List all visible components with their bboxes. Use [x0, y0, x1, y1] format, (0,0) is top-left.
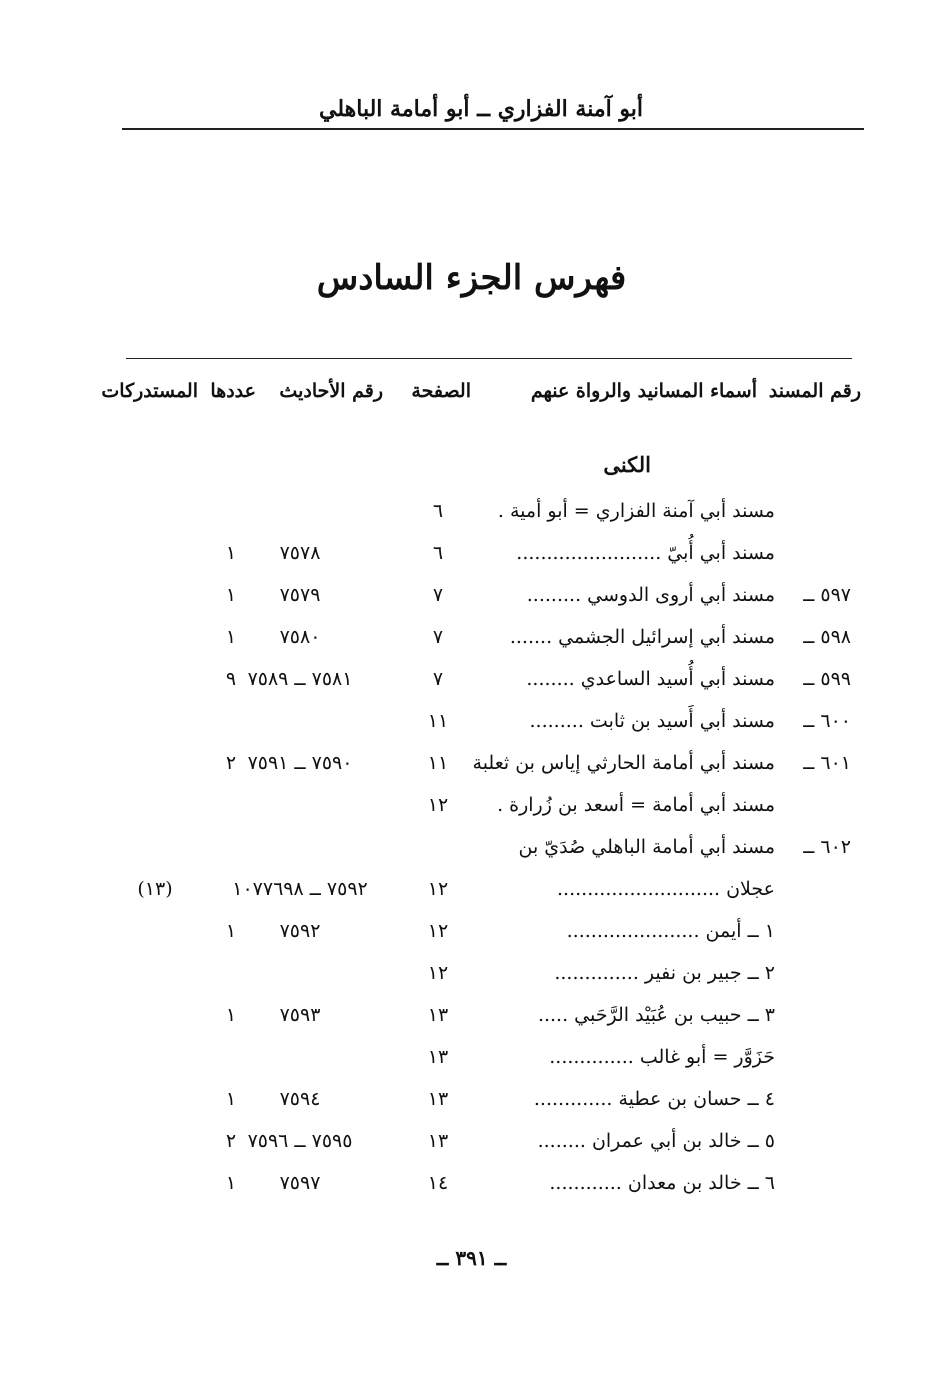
row-hadith-nos: ٧٥٩٢ [279, 920, 321, 942]
row-name: مسند أبي إسرائيل الجشمي ....... [509, 626, 775, 648]
index-row [0, 1004, 943, 1044]
row-page: ٧ [432, 584, 444, 606]
index-row [0, 668, 943, 708]
row-name: ٤ ــ حسان بن عطية ............. [533, 1088, 775, 1110]
row-name: ٢ ــ جبير بن نفير .............. [554, 962, 775, 984]
row-name: ١ ــ أيمن ...................... [566, 920, 775, 942]
row-page: ١١ [427, 710, 449, 732]
col-header-musnad-no: رقم المسند [768, 380, 861, 402]
col-header-page: الصفحة [411, 380, 471, 402]
row-page: ١٣ [427, 1130, 449, 1152]
page-title: فهرس الجزء السادس [316, 258, 627, 298]
row-page: ١٢ [427, 878, 449, 900]
row-name: مسند أبي أمامة = أسعد بن زُرارة . [497, 794, 775, 816]
index-row [0, 962, 943, 1002]
index-row [0, 794, 943, 834]
row-page: ١٢ [427, 794, 449, 816]
row-name: مسند أبي أُسيد الساعدي ........ [526, 668, 775, 690]
row-hadith-nos: ٧٥٨١ ــ ٧٥٨٩ [247, 668, 353, 690]
row-count: ٢ [225, 1130, 237, 1152]
row-musnad-no: ٥٩٨ ــ [803, 626, 851, 648]
header-rule [122, 128, 864, 130]
row-mustadrakat: (١٣) [137, 878, 173, 900]
row-count: ١ [225, 1004, 237, 1026]
index-row [0, 878, 943, 918]
row-page: ١٣ [427, 1046, 449, 1068]
row-name: ٥ ــ خالد بن أبي عمران ........ [537, 1130, 775, 1152]
row-count: ١ [225, 626, 237, 648]
row-name: عجلان ........................... [557, 878, 775, 900]
row-name: حَزَوَّر = أبو غالب .............. [549, 1046, 775, 1068]
row-musnad-no: ٦٠٢ ــ [803, 836, 851, 858]
col-header-hadith-nos: رقم الأحاديث [279, 380, 383, 402]
row-page: ٦ [432, 500, 444, 522]
row-name: مسند أبي أمامة الباهلي صُدَيّ بن [518, 836, 775, 858]
row-page: ١٣ [427, 1004, 449, 1026]
row-hadith-nos: ٧٥٩٣ [279, 1004, 321, 1026]
running-header: أبو آمنة الفزاري ــ أبو أمامة الباهلي [319, 96, 643, 122]
col-header-count: عددها [210, 380, 256, 402]
page-number: ــ ٣٩١ ــ [436, 1246, 507, 1270]
section-heading: الكنى [603, 452, 651, 477]
row-page: ١٢ [427, 962, 449, 984]
index-row [0, 1130, 943, 1170]
row-musnad-no: ٥٩٧ ــ [803, 584, 851, 606]
row-name: مسند أبي أَسيد بن ثابت ......... [529, 710, 775, 732]
row-hadith-nos: ٧٥٨٠ [279, 626, 321, 648]
row-hadith-nos: ٧٥٧٨ [279, 542, 321, 564]
row-count: ٢ [225, 752, 237, 774]
index-row [0, 542, 943, 582]
col-header-names: أسماء المسانيد والرواة عنهم [530, 380, 757, 402]
row-count: ١ [225, 542, 237, 564]
row-name: مسند أبي أُبيّ ........................ [516, 542, 775, 564]
row-page: ٦ [432, 542, 444, 564]
row-name: مسند أبي أمامة الحارثي إياس بن ثعلبة [472, 752, 775, 774]
row-page: ١٤ [427, 1172, 449, 1194]
row-name: مسند أبي آمنة الفزاري = أبو أمية . [497, 500, 775, 522]
row-name: مسند أبي أروى الدوسي ......... [526, 584, 775, 606]
index-row [0, 920, 943, 960]
row-hadith-nos: ٧٥٩٠ ــ ٧٥٩١ [247, 752, 353, 774]
index-row [0, 752, 943, 792]
row-page: ٧ [432, 626, 444, 648]
index-row [0, 500, 943, 540]
row-name: ٣ ــ حبيب بن عُبَيْد الرَّحَبي ..... [537, 1004, 775, 1026]
row-musnad-no: ٦٠١ ــ [803, 752, 851, 774]
row-hadith-nos: ٧٥٩٢ ــ ١٠٧٧٦٩٨ [232, 878, 368, 900]
index-row [0, 836, 943, 876]
index-row [0, 1046, 943, 1086]
index-row [0, 1172, 943, 1212]
row-musnad-no: ٦٠٠ ــ [803, 710, 851, 732]
row-hadith-nos: ٧٥٩٧ [279, 1172, 321, 1194]
row-musnad-no: ٥٩٩ ــ [803, 668, 851, 690]
row-count: ١ [225, 1088, 237, 1110]
index-row [0, 626, 943, 666]
row-hadith-nos: ٧٥٧٩ [279, 584, 321, 606]
row-count: ٩ [225, 668, 237, 690]
index-row [0, 710, 943, 750]
row-count: ١ [225, 584, 237, 606]
row-count: ١ [225, 920, 237, 942]
row-hadith-nos: ٧٥٩٤ [279, 1088, 321, 1110]
row-hadith-nos: ٧٥٩٥ ــ ٧٥٩٦ [247, 1130, 353, 1152]
index-row [0, 1088, 943, 1128]
row-page: ١٣ [427, 1088, 449, 1110]
index-row [0, 584, 943, 624]
row-name: ٦ ــ خالد بن معدان ............ [549, 1172, 775, 1194]
row-page: ١٢ [427, 920, 449, 942]
col-header-mustadrakat: المستدركات [101, 380, 198, 402]
row-page: ٧ [432, 668, 444, 690]
table-top-rule [126, 358, 852, 359]
row-count: ١ [225, 1172, 237, 1194]
row-page: ١١ [427, 752, 449, 774]
